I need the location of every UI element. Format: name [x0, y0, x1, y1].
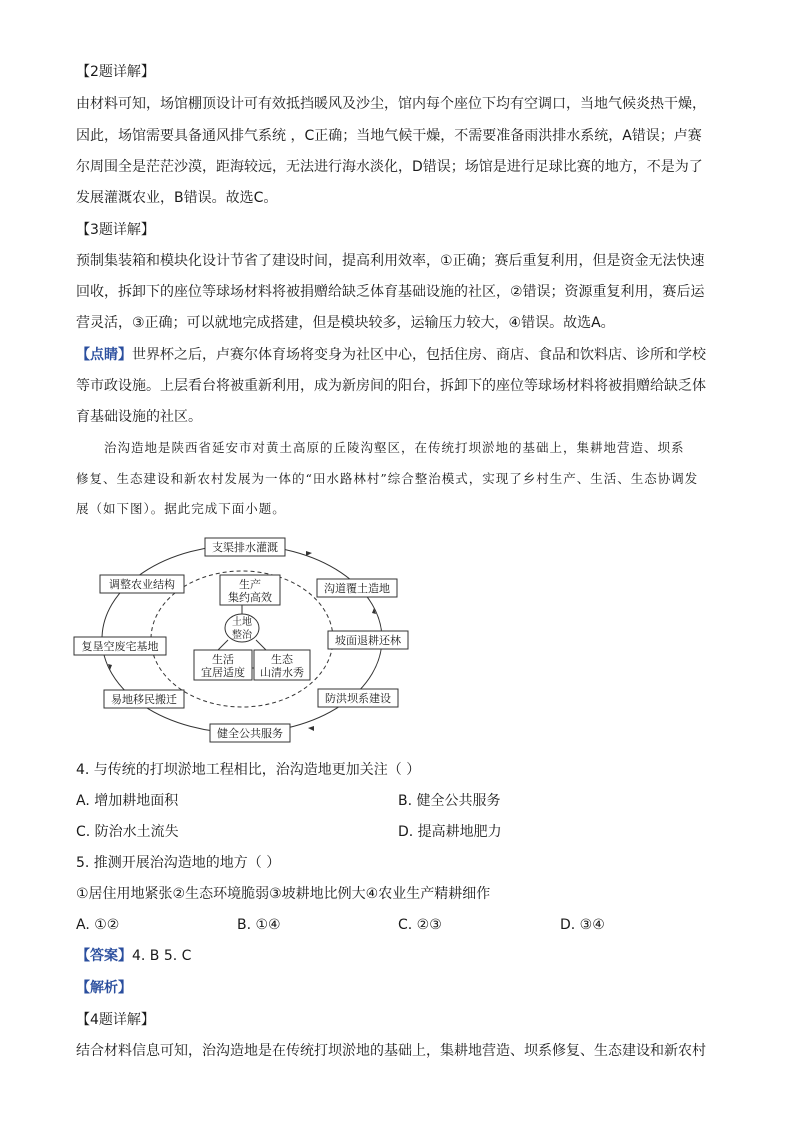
q2-line-2: 因此，场馆需要具备通风排气系统 ，C正确；当地气候干燥，不需要准备雨洪排水系统，A错误；卢赛 — [76, 128, 702, 144]
q2-line-1: 由材料可知，场馆棚顶设计可有效抵挡暖风及沙尘，馆内每个座位下均有空调口，当地气候炎热干燥， — [76, 96, 706, 112]
q5-stem: 5. 推测开展治沟造地的地方（ ） — [76, 855, 281, 871]
dianjing-line-1 — [76, 345, 706, 365]
outer-box-dam-system — [318, 689, 398, 707]
dianjing-line-2: 等市政设施。上层看台将被重新利用，成为新房间的阳台，拆卸下的座位等球场材料将被捐赠给缺乏体 — [76, 378, 706, 394]
svg-text:支渠排水灌溉: 支渠排水灌溉 — [212, 541, 278, 554]
q5-option-d: D. ③④ — [560, 917, 605, 933]
outer-box-relocation — [104, 690, 184, 708]
q3-line-1: 预制集装箱和模块化设计节省了建设时间，提高利用效率，①正确；赛后重复利用，但是资金无法快速 — [76, 253, 705, 269]
production-box — [220, 575, 280, 605]
q5-option-a: A. ①② — [76, 917, 120, 933]
material-line-1: 治沟造地是陕西省延安市对黄土高原的丘陵沟壑区，在传统打坝淤地的基础上，集耕地营造、坝系 — [104, 440, 685, 455]
outer-box-reforestation — [328, 631, 408, 649]
q4-option-c: C. 防治水土流失 — [76, 824, 179, 840]
answer-label: 【答案】 — [76, 948, 132, 964]
q2-line-4: 发展灌溉农业，B错误。故选C。 — [76, 190, 278, 206]
svg-text:调整农业结构: 调整农业结构 — [109, 578, 175, 591]
ecology-box — [254, 650, 310, 680]
outer-box-homestead — [74, 637, 166, 655]
q4-option-d: D. 提高耕地肥力 — [398, 824, 502, 840]
center-line-2: 整治 — [232, 630, 252, 641]
answer-text: 4. B 5. C — [132, 948, 192, 964]
svg-text:防洪坝系建设: 防洪坝系建设 — [325, 692, 391, 705]
svg-text:坡面退耕还林: 坡面退耕还林 — [335, 634, 401, 647]
material-line-2: 修复、生态建设和新农村发展为一体的“田水路林村”综合整治模式，实现了乡村生产、生活、生态协调发 — [76, 471, 699, 486]
land-consolidation-center — [225, 614, 259, 642]
production-box-sub: 集约高效 — [228, 591, 272, 604]
outer-box-gully-land — [317, 579, 397, 597]
ecology-box-sub: 山清水秀 — [260, 666, 304, 679]
q4-stem: 4. 与传统的打坝淤地工程相比，治沟造地更加关注（ ） — [76, 762, 421, 778]
dianjing-first: 世界杯之后，卢赛尔体育场将变身为社区中心，包括住房、商店、食品和饮料店、诊所和学校 — [132, 347, 706, 363]
q4-detail-heading: 【4题详解】 — [76, 1012, 155, 1028]
analysis-label: 【解析】 — [76, 980, 132, 996]
svg-text:易地移民搬迁: 易地移民搬迁 — [111, 693, 177, 706]
production-box-title: 生产 — [239, 578, 261, 591]
outer-box-agri-structure — [100, 575, 184, 593]
q3-heading: 【3题详解】 — [76, 222, 155, 238]
q4-detail-line: 结合材料信息可知，治沟造地是在传统打坝淤地的基础上，集耕地营造、坝系修复、生态建设和新农村 — [76, 1043, 706, 1059]
q4-option-b: B. 健全公共服务 — [398, 793, 501, 809]
q2-heading: 【2题详解】 — [76, 64, 155, 80]
svg-text:健全公共服务: 健全公共服务 — [217, 727, 283, 740]
ecology-box-title: 生态 — [271, 653, 293, 666]
land-consolidation-diagram — [70, 530, 410, 745]
svg-text:沟道覆土造地: 沟道覆土造地 — [324, 582, 390, 595]
answer-line — [76, 946, 191, 966]
q3-line-3: 营灵活，③正确；可以就地完成搭建，但是模块较多，运输压力较大，④错误。故选A。 — [76, 315, 615, 331]
q2-line-3: 尔周围全是茫茫沙漠，距海较远，无法进行海水淡化，D错误；场馆是进行足球比赛的地方，不是为了 — [76, 159, 703, 175]
center-line-1: 土地 — [232, 617, 252, 628]
q4-option-a: A. 增加耕地面积 — [76, 793, 179, 809]
dianjing-label: 【点睛】 — [76, 347, 132, 363]
material-line-3: 展（如下图）。据此完成下面小题。 — [76, 501, 286, 516]
q3-line-2: 回收，拆卸下的座位等球场材料将被捐赠给缺乏体育基础设施的社区，②错误；资源重复利用，赛后运 — [76, 284, 705, 300]
dianjing-line-3: 育基础设施的社区。 — [76, 409, 202, 425]
living-box-title: 生活 — [212, 653, 234, 666]
living-box — [194, 650, 252, 680]
q5-items: ①居住用地紧张②生态环境脆弱③坡耕地比例大④农业生产精耕细作 — [76, 886, 491, 902]
outer-box-public-service — [210, 724, 290, 742]
living-box-sub: 宜居适度 — [201, 666, 245, 679]
q5-option-c: C. ②③ — [398, 917, 442, 933]
svg-text:复垦空废宅基地: 复垦空废宅基地 — [81, 640, 159, 653]
outer-box-irrigation — [205, 538, 285, 556]
q5-option-b: B. ①④ — [237, 917, 281, 933]
